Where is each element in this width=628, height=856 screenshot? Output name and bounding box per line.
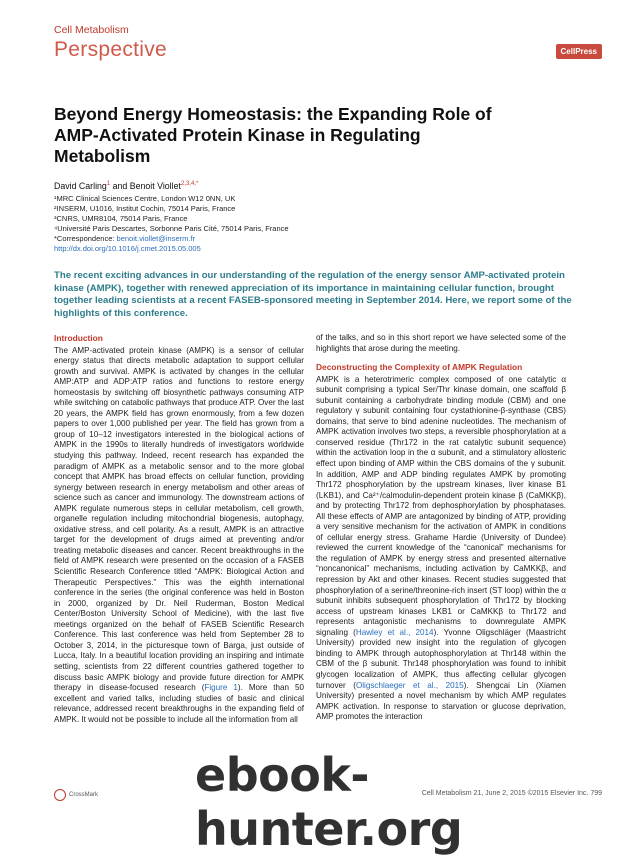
author-joiner: and [110, 181, 130, 191]
correspondence-email-link[interactable]: benoit.viollet@inserm.fr [116, 234, 196, 243]
section-heading: Deconstructing the Complexity of AMPK Regulation [316, 362, 523, 373]
section-heading: Introduction [54, 333, 103, 343]
body-paragraph [54, 346, 304, 726]
body-text: AMPK is a heterotrimeric complex composed of one catalytic α subunit comprising a typical Ser/Thr kinase domain, one scaffold β subunit containing a carbohydrate binding module (CBM) and one regulatory γ subunit containing four cystathionine-β-synthase (CBS) domains, that serve to bind adenine nucleotides. The mechanism of AMPK activation involves two steps, a reversible phosphorylation at a conserved residue (Thr172 in the rat catalytic subunit sequence) within the activation loop in the α subunit, and a stimulatory allosteric effect upon binding of AMP within the CBS domains of the γ subunit. In addition, AMP and ADP binding regulates AMPK by promoting Thr172 phosphorylation by the upstream kinases, liver kinase B1 (LKB1), and Ca²⁺/calmodulin-dependent protein kinase β (CaMKKβ), and by protecting Thr172 from dephosphorylation by phosphatases. All these effects of AMP are antagonized by binding of ATP, providing a very sensitive mechanism for the activation of AMPK in conditions of cellular energy stress. Grahame Hardie (University of Dundee) reviewed the current knowledge of the “canonical” mechanisms for the regulation of AMPK by energy stress and presented alternative “noncanonical” mechanisms, including activation by CaMKKβ, and repression by Akt and other kinases. Recent studies suggested that phosphorylation of a serine/threonine-rich insert (ST loop) within the α subunit inhibits subsequent phosphorylation of Thr172 by blocking access of upstream kinases LKB1 or CaMKKβ to Thr172 and represents antagonistic mechanisms to downregulate AMPK signaling ( [316, 374, 566, 637]
crossmark-logo[interactable] [54, 789, 98, 801]
affiliations [54, 194, 289, 254]
doi-link[interactable]: http://dx.doi.org/10.1016/j.cmet.2015.05.005 [54, 244, 201, 253]
reference-link[interactable]: Oligschlaeger et al., 2015 [355, 680, 464, 690]
journal-name: Cell Metabolism [54, 24, 129, 36]
affiliation: ⁴Université Paris Descartes, Sorbonne Paris Cité, 75014 Paris, France [54, 224, 289, 233]
affiliation: ¹MRC Clinical Sciences Centre, London W12 0NN, UK [54, 194, 236, 203]
abstract: The recent exciting advances in our understanding of the regulation of the energy sensor AMP-activated protein kinase (AMPK), together with renewed appreciation of its importance in maintaining cellular function, brought together leading scientists at a recent FASEB-sponsored meeting in September 2014. Here, we report some of the highlights of this conference. [54, 270, 572, 319]
reference-link[interactable]: Hawley et al., 2014 [355, 627, 434, 637]
right-column [316, 333, 566, 723]
crossmark-label: CrossMark [69, 792, 99, 798]
footer-citation: Cell Metabolism 21, June 2, 2015 ©2015 Elsevier Inc. 799 [421, 790, 602, 797]
article-type: Perspective [54, 38, 168, 61]
article-title: Beyond Energy Homeostasis: the Expanding Role of AMP-Activated Protein Kinase in Regulating Metabolism [54, 104, 492, 166]
correspondence [54, 234, 289, 244]
author-name[interactable]: Benoit Viollet [129, 181, 181, 191]
publisher-badge: CellPress [556, 44, 602, 59]
author-line [54, 181, 198, 191]
body-paragraph: of the talks, and so in this short report we have selected some of the highlights that arose during the meeting. [316, 333, 566, 353]
body-paragraph [316, 375, 566, 723]
left-column [54, 333, 304, 725]
author-affiliation-mark: 1 [106, 181, 111, 188]
affiliation: ²INSERM, U1016, Institut Cochin, 75014 Paris, France [54, 204, 236, 213]
body-text: ). Yvonne Oligschläger (Maastricht University) provided new insight into the regulation of glycogen binding to AMPK through autophosphorylation at Thr148 within the CBM of the β subunit. Thr148 phosphorylation was found to inhibit glycogen localization of AMPK, thus affecting cellular glycogen turnover ( [316, 627, 566, 690]
watermark: ebook-hunter.org [195, 748, 463, 856]
crossmark-icon [54, 789, 66, 801]
body-text: ). More than 50 excellent and varied talks, including studies of basic and clinical relevance, addressed recent breakthroughs in the expanding field of AMPK. It would not be possible to include all the information from all [54, 683, 305, 724]
author-affiliation-mark: 2,3,4,* [180, 181, 199, 188]
figure-link[interactable]: Figure 1 [204, 683, 238, 693]
author-name[interactable]: David Carling [54, 181, 107, 191]
body-text: The AMP-activated protein kinase (AMPK) is a sensor of cellular energy status that directs metabolic adaptation to support cellular growth and survival. AMPK is activated by changes in the cellular AMP:ATP and ADP:ATP ratios and functions to restore energy homeostasis by switching off biosynthetic pathways consuming ATP while switching on catabolic pathways that produce ATP. Over the last 20 years, the AMPK field has grown enormously, from a few dozen papers to over 1,000 published per year. The field has grown from a group of 10–12 investigators interested in the biological actions of AMPK in the 1990s to literally hundreds of investigators worldwide studying this pathway. Indeed, recent research has expanded the paradigm of AMPK as a metabolic sensor and to the more global concept that AMPK has broad effects on cellular function, providing synergy between research in energy metabolism and other areas of science such as cancer and immunology. The downstream actions of AMPK regulate numerous steps in cellular metabolism, cell growth, organelle regulation including mitochondrial biogenesis, autophagy, oxidative stress, and cell polarity. As a result, AMPK is an attractive target for the development of drugs aimed at preventing and/or treating metabolic diseases and cancer. Recent breakthroughs in the field of AMPK research were presented on the occasion of a FASEB Scientific Research Conference titled “AMPK: Biological Action and Therapeutic Perspectives.” This was the eighth international conference in the series (the original conference was held in Boston in 2000, organized by Dr. Neil Ruderman, Boston Medical Center/Boston University School of Medicine), with the last five meetings organized on the behalf of FASEB Scientific Research Conference. This last conference was held from September 28 to October 3, 2014, in the picturesque town of Barga, just outside of Lucca, Italy. In a beautiful location providing an inspiring and intimate setting, scientists from 22 different countries gathered together to discuss basic AMPK biology and provide future direction for AMPK therapy in disease-focused research ( [54, 345, 304, 693]
body-text: ). Shengcai Lin (Xiamen University) presented a novel mechanism by which AMP regulates AMPK activation. In response to starvation or glucose deprivation, AMP promotes the interaction [316, 680, 566, 722]
affiliation: ³CNRS, UMR8104, 75014 Paris, France [54, 214, 188, 223]
correspondence-label: *Correspondence: [54, 234, 117, 243]
